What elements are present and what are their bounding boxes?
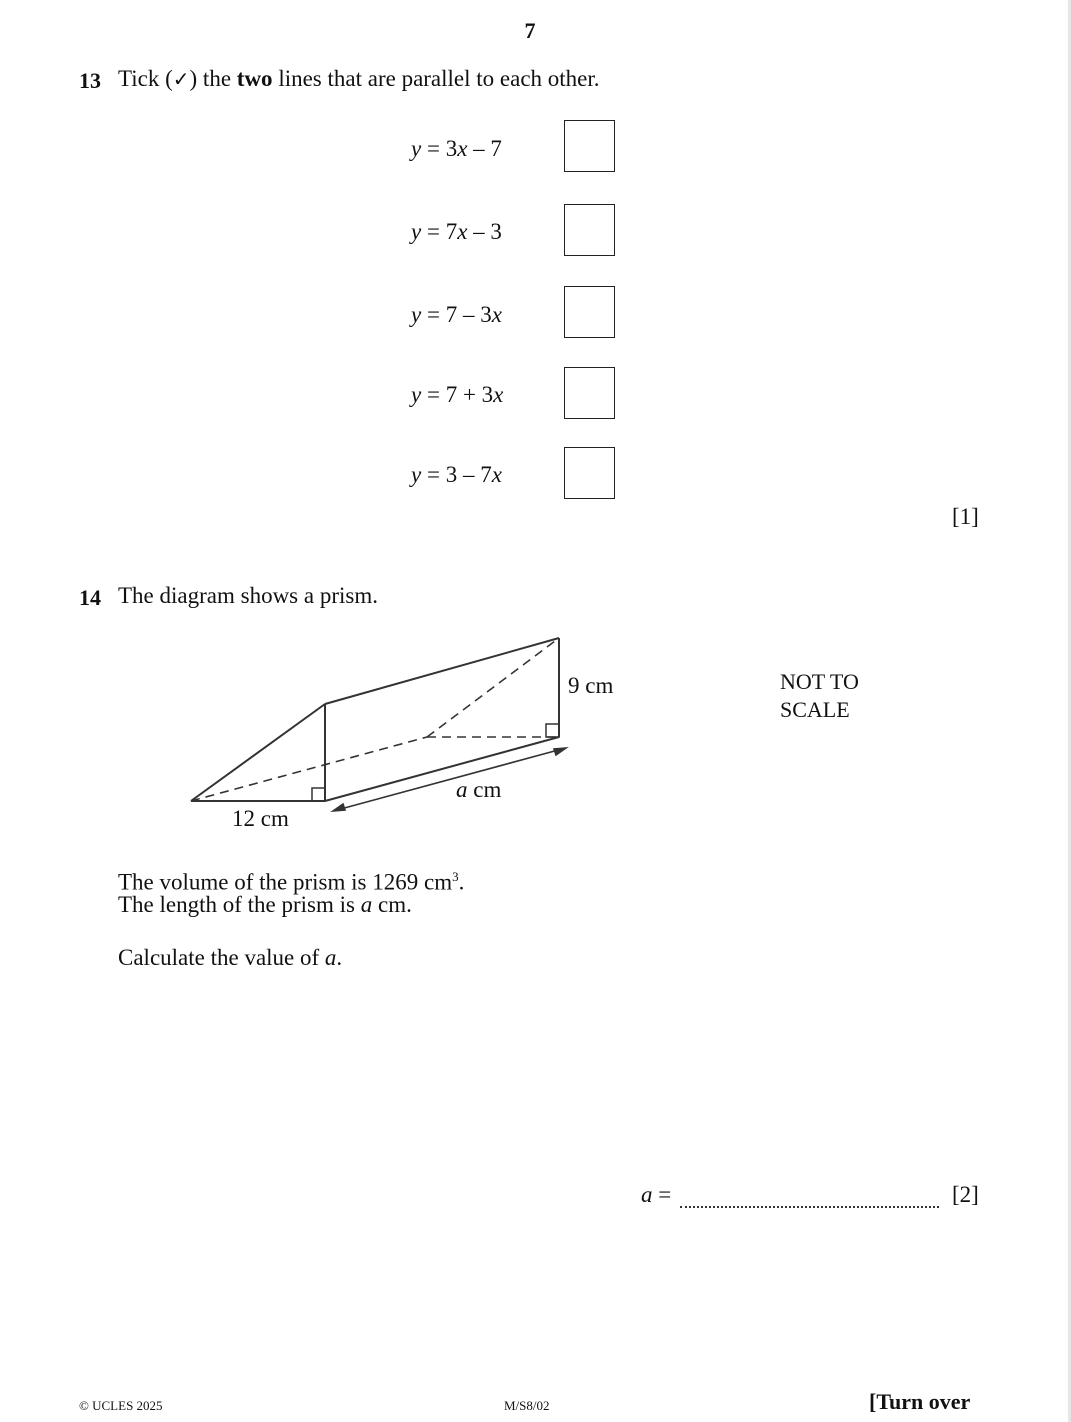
footer-code: M/S8/02	[504, 1398, 550, 1413]
q13-text-before: Tick (	[118, 66, 173, 91]
not-to-scale-line-2: SCALE	[780, 697, 850, 722]
length-arrow-line	[337, 749, 562, 810]
question-14-intro: The diagram shows a prism.	[118, 583, 378, 608]
hidden-bottom-edge	[191, 737, 427, 801]
q14-marks: [2]	[952, 1182, 979, 1207]
bottom-length-edge	[325, 737, 559, 801]
front-slant-edge	[191, 704, 325, 801]
answer-label: a =	[641, 1182, 672, 1207]
right-angle-front	[312, 788, 325, 801]
option-2-equation: y = 7x – 3	[411, 219, 502, 244]
length-statement: The length of the prism is a cm.	[118, 892, 412, 917]
not-to-scale-line-1: NOT TO	[780, 669, 859, 694]
length-label: a cm	[456, 777, 502, 802]
q13-text-after: lines that are parallel to each other.	[272, 66, 600, 91]
height-label: 9 cm	[568, 673, 614, 698]
instruction: Calculate the value of a.	[118, 945, 343, 970]
page-number: 7	[524, 18, 536, 43]
option-4-equation: y = 7 + 3x	[411, 382, 504, 407]
volume-statement: The volume of the prism is 1269 $cm^3$.	[118, 869, 465, 895]
right-angle-back	[546, 724, 559, 737]
q13-marks: [1]	[952, 504, 979, 529]
option-3-equation: y = 7 – 3x	[411, 302, 502, 327]
base-label: 12 cm	[232, 806, 289, 831]
q13-bold-word: two	[236, 66, 273, 91]
footer-copyright: © UCLES 2025	[79, 1398, 163, 1413]
top-length-edge	[325, 638, 559, 704]
not-to-scale-note	[780, 668, 859, 724]
answer-input-line[interactable]	[680, 1206, 939, 1208]
option-1-equation: y = 3x – 7	[411, 136, 502, 161]
length-arrow-head-left	[333, 804, 345, 811]
tick-icon: ✓	[172, 67, 190, 91]
length-arrow-head-right	[554, 748, 566, 755]
option-5-equation: y = 3 – 7x	[411, 462, 502, 487]
turn-over: [Turn over	[869, 1389, 971, 1414]
question-14-number: 14	[79, 585, 101, 610]
question-13-number: 13	[79, 68, 101, 93]
hidden-back-slant-edge	[427, 638, 559, 737]
q13-text-mid: ) the	[189, 66, 237, 91]
